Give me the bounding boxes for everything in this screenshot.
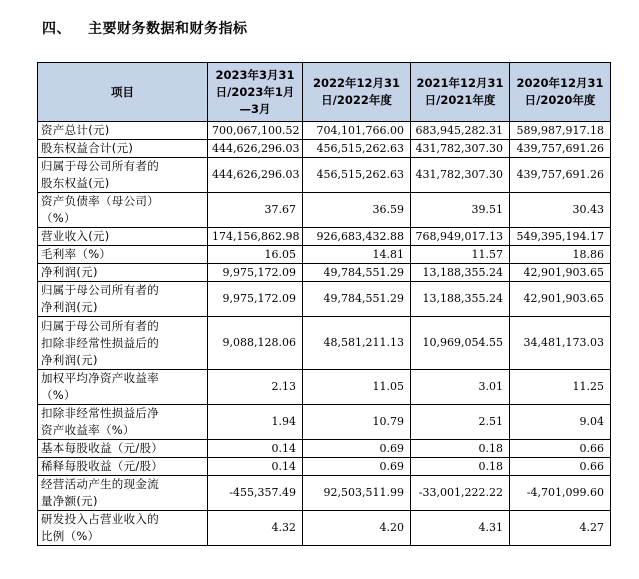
row-label-line: 归属于母公司所有者的: [41, 159, 159, 173]
table-row: [38, 370, 611, 405]
row-label-line: （%）: [41, 388, 76, 402]
row-value: -33,001,222.22: [411, 476, 510, 511]
row-value: 9,975,172.09: [208, 264, 303, 282]
row-label: [38, 476, 208, 511]
header-item: 项目: [38, 63, 208, 122]
row-value: 439,757,691.26: [510, 158, 611, 193]
row-label: [38, 317, 208, 370]
row-label-line: 归属于母公司所有者的: [41, 318, 159, 333]
row-value: 34,481,173.03: [510, 317, 611, 370]
row-value: 4.32: [208, 511, 303, 546]
row-label: [38, 122, 208, 140]
row-value: 92,503,511.99: [303, 476, 411, 511]
header-period-2022: [303, 63, 411, 122]
row-label: [38, 370, 208, 405]
row-value: 549,395,194.17: [510, 228, 611, 246]
table-row: [38, 264, 611, 282]
table-row: [38, 246, 611, 264]
row-value: 444,626,296.03: [208, 140, 303, 158]
row-label-line: 经营活动产生的现金流: [41, 477, 159, 491]
table-row: [38, 193, 611, 228]
row-label-line: 股东权益(元): [41, 176, 110, 190]
header-period-2020: [510, 63, 611, 122]
table-row: [38, 458, 611, 476]
row-value: 36.59: [303, 193, 411, 228]
row-value: 456,515,262.63: [303, 140, 411, 158]
section-title-text: 主要财务数据和财务指标: [88, 21, 248, 37]
row-label-line: 资产负债率（母公司）: [41, 194, 159, 208]
row-value: 589,987,917.18: [510, 122, 611, 140]
row-value: 700,067,100.52: [208, 122, 303, 140]
row-label: [38, 511, 208, 546]
row-value: 456,515,262.63: [303, 158, 411, 193]
row-value: 683,945,282.31: [411, 122, 510, 140]
row-value: 431,782,307.30: [411, 158, 510, 193]
row-value: -4,701,099.60: [510, 476, 611, 511]
header-line: 2021年12月31: [416, 76, 504, 90]
row-value: 431,782,307.30: [411, 140, 510, 158]
header-line: —3月: [239, 101, 271, 116]
header-line: 2020年12月31: [516, 76, 604, 90]
header-line: 日/2021年度: [424, 93, 496, 107]
row-value: 0.69: [303, 458, 411, 476]
row-value: 48,581,211.13: [303, 317, 411, 370]
table-header-row: [38, 63, 611, 122]
row-value: 4.20: [303, 511, 411, 546]
table-row: [38, 511, 611, 546]
row-value: 18.86: [510, 246, 611, 264]
row-label-line: 净利润(元): [41, 265, 98, 279]
header-period-2021: [411, 63, 510, 122]
row-label-line: 稀释每股收益（元/股）: [41, 459, 164, 473]
row-value: 0.18: [411, 440, 510, 458]
row-label-line: 净利润(元): [41, 352, 98, 367]
row-value: 37.67: [208, 193, 303, 228]
row-label-line: （%）: [41, 211, 76, 225]
row-value: 0.69: [303, 440, 411, 458]
row-value: 0.66: [510, 440, 611, 458]
table-body: [38, 122, 611, 546]
row-value: 11.25: [510, 370, 611, 405]
row-label: [38, 193, 208, 228]
table-row: [38, 476, 611, 511]
row-value: 9,975,172.09: [208, 282, 303, 317]
row-label-line: 毛利率（%）: [41, 247, 112, 261]
row-value: 9,088,128.06: [208, 317, 303, 370]
row-value: 49,784,551.29: [303, 282, 411, 317]
row-value: 768,949,017.13: [411, 228, 510, 246]
row-label: [38, 140, 208, 158]
row-label-line: 比例（%）: [41, 529, 100, 543]
row-value: 39.51: [411, 193, 510, 228]
row-label-line: 研发投入占营业收入的: [41, 512, 159, 526]
row-label: [38, 458, 208, 476]
row-value: 2.51: [411, 405, 510, 440]
header-line: 日/2023年1月: [215, 84, 295, 99]
row-value: 13,188,355.24: [411, 264, 510, 282]
row-value: 13,188,355.24: [411, 282, 510, 317]
row-value: 174,156,862.98: [208, 228, 303, 246]
row-value: 11.05: [303, 370, 411, 405]
header-line: 日/2020年度: [524, 93, 596, 107]
row-value: 11.57: [411, 246, 510, 264]
row-value: 49,784,551.29: [303, 264, 411, 282]
row-value: 2.13: [208, 370, 303, 405]
row-value: 30.43: [510, 193, 611, 228]
row-value: 1.94: [208, 405, 303, 440]
row-value: 9.04: [510, 405, 611, 440]
row-value: 0.14: [208, 440, 303, 458]
row-value: 444,626,296.03: [208, 158, 303, 193]
row-label-line: 归属于母公司所有者的: [41, 283, 159, 297]
table-row: [38, 440, 611, 458]
section-heading: [42, 18, 248, 38]
row-label: [38, 228, 208, 246]
row-value: 16.05: [208, 246, 303, 264]
row-label-line: 加权平均净资产收益率: [41, 371, 159, 385]
table-row: [38, 228, 611, 246]
row-value: 439,757,691.26: [510, 140, 611, 158]
row-value: 10,969,054.55: [411, 317, 510, 370]
row-label-line: 资产总计(元): [41, 123, 110, 137]
row-label: [38, 405, 208, 440]
row-value: 4.27: [510, 511, 611, 546]
financial-data-table: [37, 62, 611, 546]
row-value: -455,357.49: [208, 476, 303, 511]
section-number: 四、: [42, 21, 71, 37]
row-value: 4.31: [411, 511, 510, 546]
row-value: 42,901,903.65: [510, 282, 611, 317]
row-value: 3.01: [411, 370, 510, 405]
row-label-line: 净利润(元): [41, 300, 98, 314]
row-value: 0.14: [208, 458, 303, 476]
row-label: [38, 246, 208, 264]
table-row: [38, 405, 611, 440]
header-line: 2022年12月31: [312, 76, 400, 90]
row-label-line: 股东权益合计(元): [41, 141, 134, 155]
row-value: 0.18: [411, 458, 510, 476]
table-row: [38, 158, 611, 193]
table-row: [38, 140, 611, 158]
header-period-2023q1: [208, 63, 303, 122]
row-label-line: 基本每股收益（元/股）: [41, 441, 164, 455]
row-value: 704,101,766.00: [303, 122, 411, 140]
table-row: [38, 122, 611, 140]
row-label-line: 营业收入(元): [41, 229, 110, 243]
row-value: 926,683,432.88: [303, 228, 411, 246]
row-label: [38, 282, 208, 317]
table-row: [38, 282, 611, 317]
row-value: 14.81: [303, 246, 411, 264]
row-label: [38, 158, 208, 193]
row-label: [38, 440, 208, 458]
row-label-line: 量净额(元): [41, 494, 98, 508]
header-line: 2023年3月31: [215, 67, 295, 82]
header-line: 日/2022年度: [321, 93, 392, 107]
table-row: [38, 317, 611, 370]
row-label-line: 扣除非经常性损益后净: [41, 406, 159, 420]
row-label: [38, 264, 208, 282]
row-value: 10.79: [303, 405, 411, 440]
row-value: 0.66: [510, 458, 611, 476]
row-label-line: 资产收益率（%）: [41, 423, 135, 437]
row-value: 42,901,903.65: [510, 264, 611, 282]
row-label-line: 扣除非经常性损益后的: [41, 335, 159, 350]
